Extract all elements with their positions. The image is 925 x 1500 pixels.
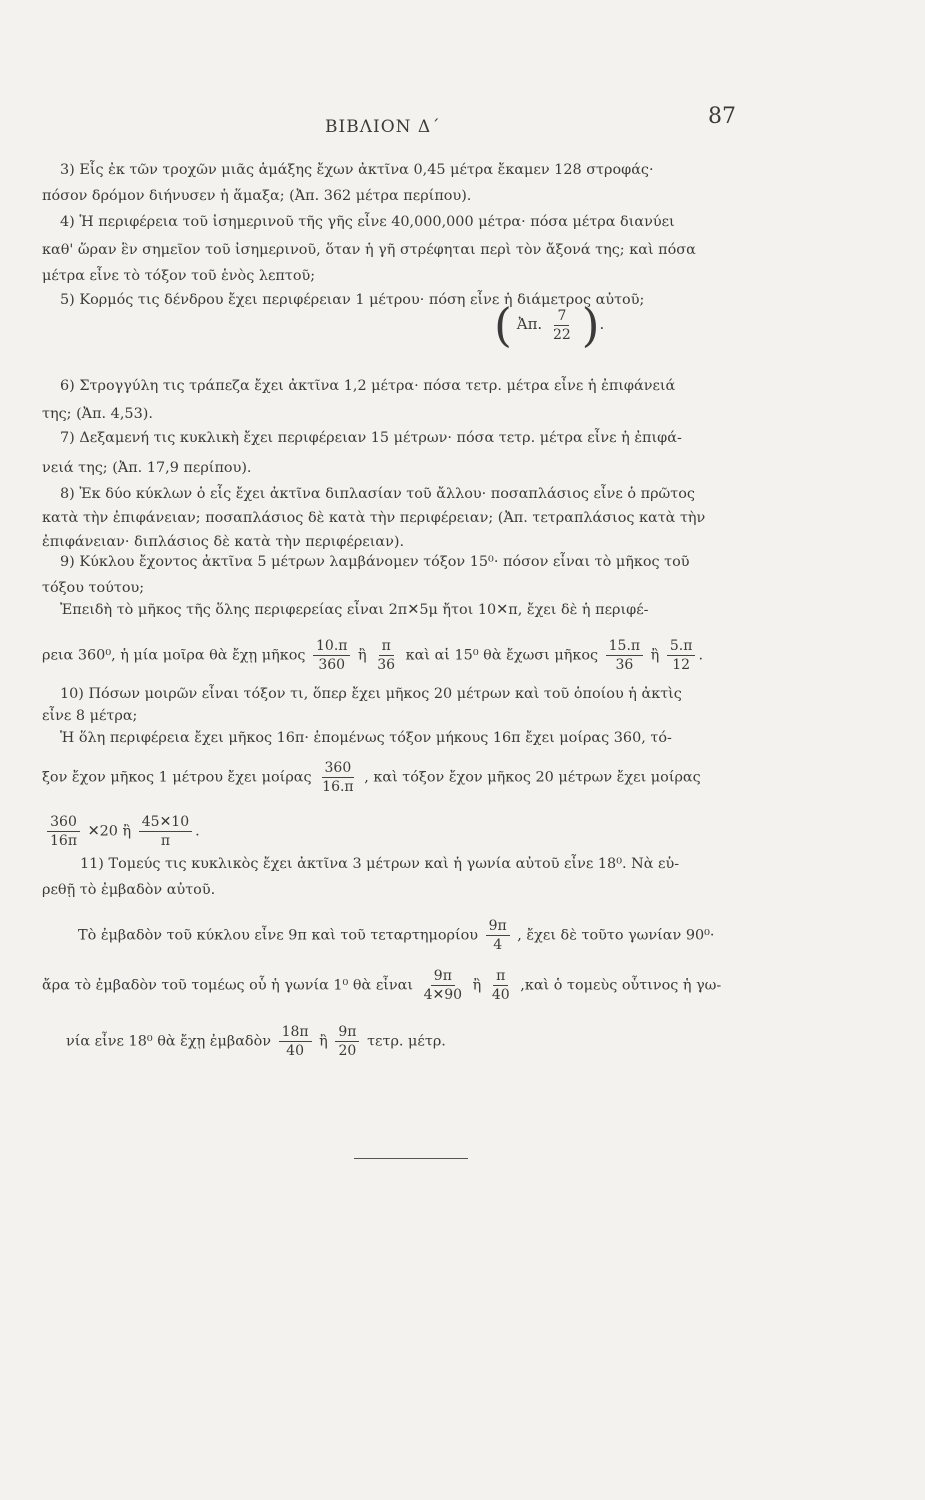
exercise-9-solution-line-2: ρεια 360⁰, ἡ μία μοῖρα θὰ ἔχῃ μῆκος $\frac{10.\pi}{360}$ ἢ $\frac{\pi}{36}$ καὶ αἱ 15⁰ θὰ ἔχωσι μῆκος $\frac{15.\pi}{36}$ ἢ $\frac{5.\pi}{12}$ . xyxy=(42,638,704,673)
fraction-numerator: π xyxy=(493,968,508,986)
fraction-numerator: 45✕10 xyxy=(139,814,192,832)
fraction-numerator: 7 xyxy=(554,308,569,326)
text-segment: καὶ αἱ 15⁰ θὰ ἔχωσι μῆκος xyxy=(405,647,599,664)
answer-label: Ἀπ. xyxy=(516,315,543,333)
exercise-10-line-1: 10) Πόσων μοιρῶν εἶναι τόξον τι, ὅπερ ἔχει μῆκος 20 μέτρων καὶ τοῦ ὁποίου ἡ ἀκτὶς xyxy=(60,686,682,702)
exercise-10-solution-line-1: Ἡ ὅλη περιφέρεια ἔχει μῆκος 16π· ἑπομένως τόξον μήκους 16π ἔχει μοίρας 360, τό- xyxy=(60,730,672,746)
exercise-11-solution-line-2 xyxy=(42,968,721,1003)
exercise-11-solution-line-1 xyxy=(78,918,715,953)
exercise-7-line-1: 7) Δεξαμενή τις κυκλικὴ ἔχει περιφέρειαν 15 μέτρων· πόσα τετρ. μέτρα εἶνε ἡ ἐπιφά- xyxy=(60,430,682,446)
exercise-4-line-3: μέτρα εἶνε τὸ τόξον τοῦ ἑνὸς λεπτοῦ; xyxy=(42,268,316,284)
fraction-9pi-4x90 xyxy=(421,968,465,1003)
exercise-10-solution-line-2 xyxy=(42,760,701,795)
fraction-denominator: 22 xyxy=(552,326,571,343)
exercise-10-solution-line-3: $\frac{360}{16\pi}$ ✕20 ἢ $\frac{45✕10}{\pi}$ . xyxy=(44,814,200,849)
exercise-10-line-2: εἶνε 8 μέτρα; xyxy=(42,708,138,724)
text-segment: ξον ἔχον μῆκος 1 μέτρου ἔχει μοίρας xyxy=(42,769,312,786)
fraction-numerator: 360 xyxy=(322,760,355,778)
fraction-10pi-360 xyxy=(313,638,350,673)
exercise-6-line-2: της; (Ἀπ. 4,53). xyxy=(42,406,153,422)
fraction-numerator: 9π xyxy=(431,968,455,986)
text-segment: ἄρα τὸ ἐμβαδὸν τοῦ τομέως οὗ ἡ γωνία 1⁰ θὰ εἶναι xyxy=(42,977,414,994)
fraction-numerator: π xyxy=(379,638,394,656)
fraction-denominator: 36 xyxy=(615,657,634,673)
page-header-title: ΒΙΒΛΙΟΝ Δ΄ xyxy=(325,117,441,137)
fraction-denominator: 16π xyxy=(50,833,78,849)
fraction-denominator: 4 xyxy=(493,937,503,953)
exercise-8-line-2: κατὰ τὴν ἐπιφάνειαν; ποσαπλάσιος δὲ κατὰ τὴν περιφέρειαν; (Ἀπ. τετραπλάσιος κατὰ τὴν xyxy=(42,510,706,526)
fraction-5pi-12 xyxy=(667,638,696,673)
exercise-9-solution-line-1: Ἐπειδὴ τὸ μῆκος τῆς ὅλης περιφερείας εἶναι 2π✕5μ ἤτοι 10✕π, ἔχει δὲ ἡ περιφέ- xyxy=(60,602,649,618)
exercise-6-line-1: 6) Στρογγύλη τις τράπεζα ἔχει ἀκτῖνα 1,2 μέτρα· πόσα τετρ. μέτρα εἶνε ἡ ἐπιφάνειά xyxy=(60,378,676,394)
fraction-denominator: 4✕90 xyxy=(423,987,463,1003)
or-word: ἢ xyxy=(650,647,660,664)
exercise-8-line-1: 8) Ἐκ δύο κύκλων ὁ εἷς ἔχει ἀκτῖνα διπλασίαν τοῦ ἄλλου· ποσαπλάσιος εἶνε ὁ πρῶτος xyxy=(60,486,695,502)
text-segment: ρεια 360⁰, ἡ μία μοῖρα θὰ ἔχῃ μῆκος xyxy=(42,647,306,664)
fraction-numerator: 360 xyxy=(47,814,80,832)
exercise-7-line-2: νειά της; (Ἀπ. 17,9 περίπου). xyxy=(42,460,252,476)
fraction-pi-36 xyxy=(374,638,398,673)
fraction-denominator: π xyxy=(160,833,171,849)
text-segment: Τὸ ἐμβαδὸν τοῦ κύκλου εἶνε 9π καὶ τοῦ τεταρτημορίου xyxy=(78,927,479,944)
exercise-3-line-2: πόσον δρόμον διήνυσεν ἡ ἅμαξα; (Ἀπ. 362 μέτρα περίπου). xyxy=(42,188,472,204)
exercise-3-line-1: 3) Εἷς ἐκ τῶν τροχῶν μιᾶς ἁμάξης ἔχων ἀκτῖνα 0,45 μέτρα ἔκαμεν 128 στροφάς· xyxy=(60,162,654,178)
fraction-numerator: 9π xyxy=(335,1024,359,1042)
fraction-denominator: 16.π xyxy=(322,779,354,795)
fraction-denominator: 20 xyxy=(338,1043,357,1059)
fraction-15pi-36 xyxy=(606,638,643,673)
text-segment: , ἔχει δὲ τοῦτο γωνίαν 90⁰· xyxy=(517,927,715,944)
or-word: ἢ xyxy=(358,647,367,664)
text-segment: ,καὶ ὁ τομεὺς οὗτινος ἡ γω- xyxy=(520,977,722,994)
end-rule-divider xyxy=(354,1158,468,1159)
fraction-numerator: 9π xyxy=(486,918,510,936)
page-number: 87 xyxy=(708,104,736,129)
fraction-denominator: 360 xyxy=(318,657,346,673)
text-segment: , καὶ τόξον ἔχον μῆκος 20 μέτρων ἔχει μοίρας xyxy=(364,769,701,786)
fraction-numerator: 5.π xyxy=(667,638,696,656)
exercise-8-line-3: ἐπιφάνειαν· διπλάσιος δὲ κατὰ τὴν περιφέρειαν). xyxy=(42,534,405,550)
text-segment: ✕20 ἢ xyxy=(87,823,132,840)
fraction-numerator: 18π xyxy=(279,1024,312,1042)
fraction-360-16pi xyxy=(47,814,80,849)
answer-fraction xyxy=(550,308,574,343)
fraction-18pi-40 xyxy=(279,1024,312,1059)
exercise-4-line-2: καθ' ὥραν ἓν σημεῖον τοῦ ἰσημερινοῦ, ὅταν ἡ γῆ στρέφηται περὶ τὸν ἄξονά της; καὶ πόσα xyxy=(42,242,696,258)
exercise-5-answer: ( Ἀπ. $\frac{7}{22}$ ). xyxy=(494,298,605,352)
fraction-9pi-4 xyxy=(486,918,510,953)
fraction-denominator: 36 xyxy=(377,657,396,673)
exercise-4-line-1: 4) Ἡ περιφέρεια τοῦ ἰσημερινοῦ τῆς γῆς εἶνε 40,000,000 μέτρα· πόσα μέτρα διανύει xyxy=(60,214,675,230)
exercise-5-line-1: 5) Κορμός τις δένδρου ἔχει περιφέρειαν 1 μέτρου· πόση εἶνε ἡ διάμετρος αὐτοῦ; xyxy=(60,292,645,308)
text-segment: νία εἶνε 18⁰ θὰ ἔχῃ ἐμβαδὸν xyxy=(66,1033,271,1050)
or-word: ἢ xyxy=(319,1033,328,1050)
or-word: ἢ xyxy=(472,977,482,994)
fraction-360-16pi xyxy=(319,760,356,795)
exercise-11-line-2: ρεθῇ τὸ ἐμβαδὸν αὐτοῦ. xyxy=(42,882,216,898)
exercise-11-line-1: 11) Τομεύς τις κυκλικὸς ἔχει ἀκτῖνα 3 μέτρων καὶ ἡ γωνία αὐτοῦ εἶνε 18⁰. Νὰ εὑ- xyxy=(80,856,680,872)
fraction-denominator: 40 xyxy=(286,1043,304,1059)
fraction-9pi-20 xyxy=(335,1024,359,1059)
fraction-numerator: 10.π xyxy=(313,638,350,656)
exercise-11-solution-line-3 xyxy=(66,1024,446,1059)
exercise-9-line-1: 9) Κύκλου ἔχοντος ἀκτῖνα 5 μέτρων λαμβάνομεν τόξον 15⁰· πόσον εἶναι τὸ μῆκος τοῦ xyxy=(60,554,690,570)
fraction-denominator: 40 xyxy=(491,987,510,1003)
fraction-pi-40 xyxy=(489,968,513,1003)
text-segment: τετρ. μέτρ. xyxy=(367,1033,446,1050)
fraction-450-pi xyxy=(139,814,192,849)
exercise-9-line-2: τόξου τούτου; xyxy=(42,580,145,596)
fraction-denominator: 12 xyxy=(672,657,691,673)
fraction-numerator: 15.π xyxy=(606,638,643,656)
